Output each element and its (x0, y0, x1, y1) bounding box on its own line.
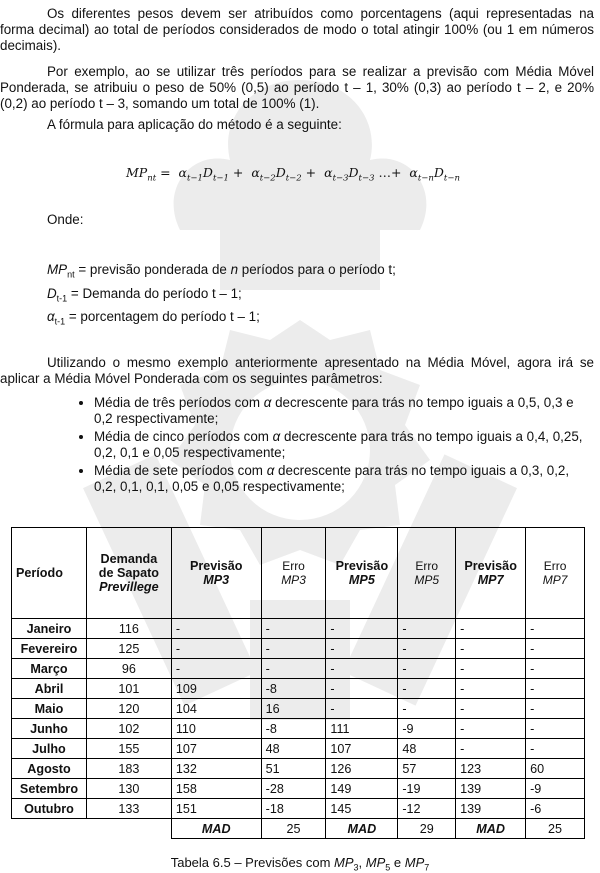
value-cell: - (398, 679, 456, 699)
value-cell: -28 (261, 779, 326, 799)
value-cell: - (456, 679, 526, 699)
mad-row (12, 819, 585, 839)
table-row (12, 619, 585, 639)
value-cell: - (526, 699, 585, 719)
mad-label: MAD (456, 819, 526, 839)
value-cell: 57 (398, 759, 456, 779)
mad-mp3: 25 (261, 819, 326, 839)
value-cell: 125 (86, 639, 171, 659)
value-cell: -12 (398, 799, 456, 819)
table-row (12, 759, 585, 779)
value-cell: - (456, 619, 526, 639)
value-cell: 109 (171, 679, 261, 699)
value-cell: -9 (398, 719, 456, 739)
value-cell: - (171, 639, 261, 659)
table-caption: Tabela 6.5 – Previsões com $MP_3$, $MP_5$ e $MP_7$ (170, 855, 430, 873)
value-cell: 130 (86, 779, 171, 799)
plus-2: + (301, 165, 321, 180)
value-cell: - (326, 699, 398, 719)
paragraph-formula-intro: A fórmula para aplicação do método é a seguinte: (47, 117, 342, 132)
value-cell: - (456, 639, 526, 659)
definition-demand: $D_{t-1}$ = Demanda do período t – 1; (47, 286, 242, 304)
mad-label: MAD (326, 819, 398, 839)
header-previsao-mp7: Previsão MP7 (456, 528, 526, 619)
value-cell: 48 (261, 739, 326, 759)
value-cell: - (456, 659, 526, 679)
table-row (12, 739, 585, 759)
paragraph-example: Por exemplo, ao se utilizar três períodos para se realizar a previsão com Média Móvel Ponderada, se atribuiu o peso de 50% (0,5) ao período t – 1, 30% (0,3) ao período t – 2, e 20% (0,2) ao período t – 3, somando um total de 100% (1). (0, 64, 594, 111)
value-cell: 155 (86, 739, 171, 759)
table-row (12, 699, 585, 719)
value-cell: -19 (398, 779, 456, 799)
month-cell: Setembro (12, 779, 87, 799)
value-cell: 60 (526, 759, 585, 779)
value-cell: 111 (326, 719, 398, 739)
forecast-table (11, 527, 585, 839)
value-cell: - (261, 619, 326, 639)
onde-label: Onde: (47, 212, 84, 227)
value-cell: 123 (456, 759, 526, 779)
mad-mp7: 25 (526, 819, 585, 839)
paragraph-weights: Os diferentes pesos devem ser atribuídos como porcentagens (aqui representadas na forma decimal) ao total de períodos considerados de modo o total atingir 100% (ou 1 em números decimais). (0, 6, 594, 53)
month-cell: Janeiro (12, 619, 87, 639)
value-cell: 96 (86, 659, 171, 679)
value-cell: 149 (326, 779, 398, 799)
weighted-moving-average-formula: $MP_{nt} = \alpha_{t-1}D_{t-1} + \alpha_{t-2}D_{t-2} + \alpha_{t-3}D_{t-3}$ …+ $\alpha_{t-n}D_{t-n}$ (126, 165, 460, 184)
header-demanda: Demanda de Sapato Previllege (86, 528, 171, 619)
header-erro-mp3: Erro MP3 (261, 528, 326, 619)
parameter-list (70, 395, 594, 497)
value-cell: 107 (171, 739, 261, 759)
value-cell: -6 (526, 799, 585, 819)
table-row (12, 799, 585, 819)
header-erro-mp5: Erro MP5 (398, 528, 456, 619)
value-cell: - (261, 659, 326, 679)
value-cell: - (398, 619, 456, 639)
value-cell: - (326, 639, 398, 659)
paragraph-parameters: Utilizando o mesmo exemplo anteriormente apresentado na Média Móvel, agora irá se aplicar a Média Móvel Ponderada com os seguintes parâmetros: (0, 355, 594, 386)
value-cell: - (456, 699, 526, 719)
mad-mp5: 29 (398, 819, 456, 839)
value-cell: -8 (261, 679, 326, 699)
month-cell: Julho (12, 739, 87, 759)
value-cell: - (526, 739, 585, 759)
value-cell: 158 (171, 779, 261, 799)
value-cell: 132 (171, 759, 261, 779)
value-cell: 16 (261, 699, 326, 719)
value-cell: 116 (86, 619, 171, 639)
month-cell: Agosto (12, 759, 87, 779)
value-cell: - (526, 619, 585, 639)
value-cell: 104 (171, 699, 261, 719)
list-item: • Média de cinco períodos com α decrescente para trás no tempo iguais a 0,4, 0,25, 0,2, 0,1 e 0,05 respectivamente; (94, 429, 594, 461)
value-cell: -18 (261, 799, 326, 819)
value-cell: 145 (326, 799, 398, 819)
table-row (12, 779, 585, 799)
value-cell: - (456, 739, 526, 759)
value-cell: - (526, 659, 585, 679)
value-cell: 48 (398, 739, 456, 759)
header-previsao-mp3: Previsão MP3 (171, 528, 261, 619)
value-cell: 101 (86, 679, 171, 699)
value-cell: - (171, 659, 261, 679)
value-cell: 102 (86, 719, 171, 739)
value-cell: 51 (261, 759, 326, 779)
value-cell: - (398, 699, 456, 719)
value-cell: - (526, 719, 585, 739)
header-periodo: Período (12, 528, 87, 619)
value-cell: 139 (456, 799, 526, 819)
table-row (12, 659, 585, 679)
value-cell: - (326, 619, 398, 639)
value-cell: - (526, 639, 585, 659)
month-cell: Maio (12, 699, 87, 719)
value-cell: - (456, 719, 526, 739)
table-row (12, 639, 585, 659)
definition-mp: $MP_{nt}$ = previsão ponderada de n períodos para o período t; (47, 262, 396, 280)
value-cell: - (526, 679, 585, 699)
month-cell: Abril (12, 679, 87, 699)
value-cell: - (261, 639, 326, 659)
month-cell: Fevereiro (12, 639, 87, 659)
month-cell: Junho (12, 719, 87, 739)
value-cell: 151 (171, 799, 261, 819)
value-cell: - (326, 659, 398, 679)
month-cell: Março (12, 659, 87, 679)
value-cell: - (398, 639, 456, 659)
value-cell: 107 (326, 739, 398, 759)
value-cell: - (398, 659, 456, 679)
table-row (12, 719, 585, 739)
header-previsao-mp5: Previsão MP5 (326, 528, 398, 619)
list-item: • Média de três períodos com α decrescente para trás no tempo iguais a 0,5, 0,3 e 0,2 respectivamente; (94, 395, 594, 427)
value-cell: 183 (86, 759, 171, 779)
month-cell: Outubro (12, 799, 87, 819)
definition-alpha: $\alpha_{t-1}$ = porcentagem do período t – 1; (47, 309, 260, 327)
value-cell: 126 (326, 759, 398, 779)
value-cell: 133 (86, 799, 171, 819)
value-cell: - (171, 619, 261, 639)
value-cell: 110 (171, 719, 261, 739)
value-cell: 139 (456, 779, 526, 799)
value-cell: -8 (261, 719, 326, 739)
value-cell: - (326, 679, 398, 699)
value-cell: 120 (86, 699, 171, 719)
list-item: • Média de sete períodos com α decrescente para trás no tempo iguais a 0,3, 0,2, 0,2, 0,1, 0,1, 0,05 e 0,05 respectivamente; (94, 463, 594, 495)
value-cell: -9 (526, 779, 585, 799)
header-erro-mp7: Erro MP7 (526, 528, 585, 619)
table-row (12, 679, 585, 699)
mad-label: MAD (171, 819, 261, 839)
